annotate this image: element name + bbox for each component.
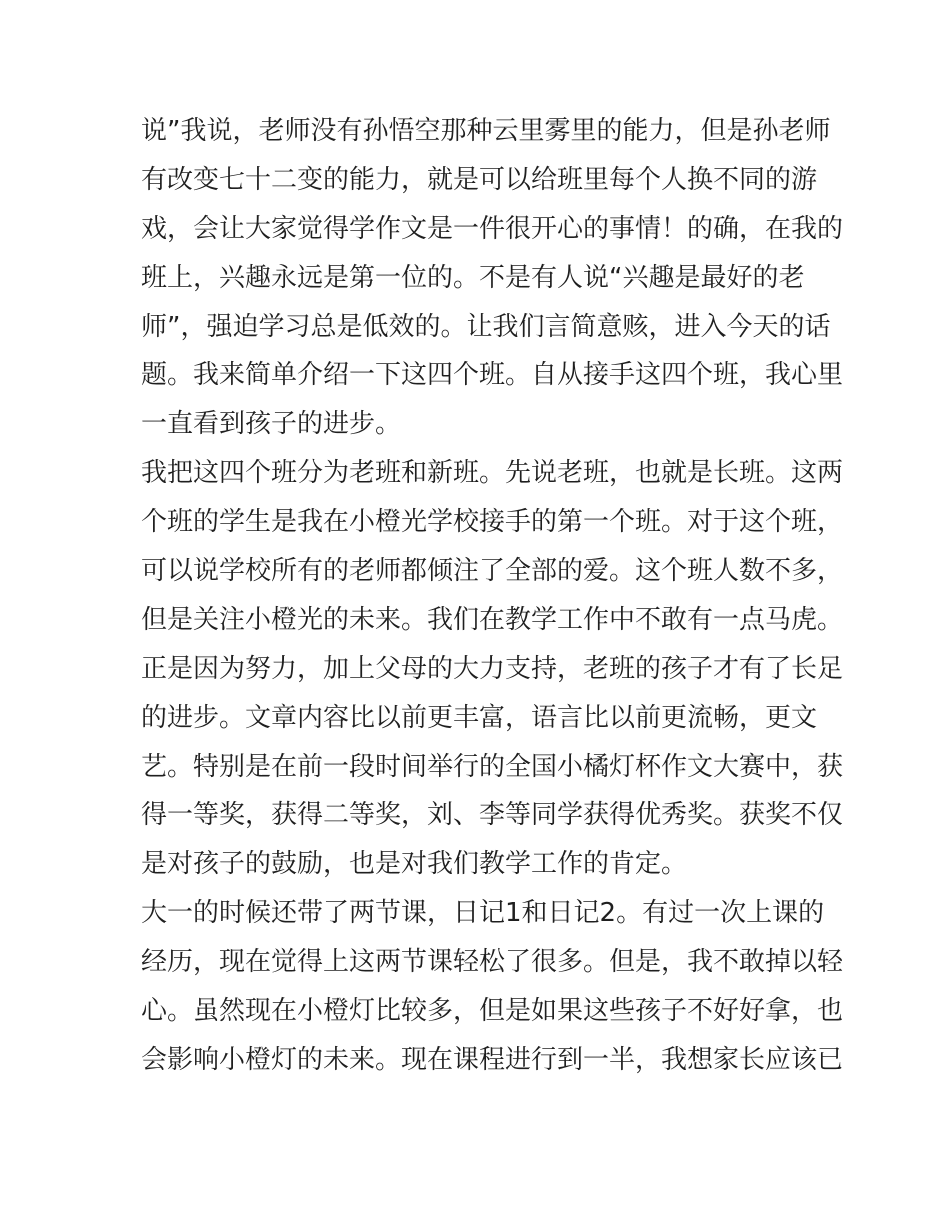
text-line: 得一等奖，获得二等奖，刘、李等同学获得优秀奖。获奖不仅	[141, 800, 844, 831]
text-line: 大一的时候还带了两节课，日记1和日记2。有过一次上课的	[141, 898, 825, 929]
text-line: 是对孩子的鼓励，也是对我们教学工作的肯定。	[141, 849, 688, 880]
text-line: 题。我来简单介绍一下这四个班。自从接手这四个班，我心里	[141, 360, 844, 391]
text-line: 艺。特别是在前一段时间举行的全国小橘灯杯作文大赛中，获	[141, 751, 844, 782]
text-line: 心。虽然现在小橙灯比较多，但是如果这些孩子不好好拿，也	[141, 996, 844, 1027]
text-line: 师”，强迫学习总是低效的。让我们言简意赅，进入今天的话	[141, 311, 831, 342]
text-line: 正是因为努力，加上父母的大力支持，老班的孩子才有了长足	[141, 653, 844, 684]
text-line: 个班的学生是我在小橙光学校接手的第一个班。对于这个班，	[141, 507, 844, 538]
body-text	[141, 107, 844, 1085]
text-line: 说”我说，老师没有孙悟空那种云里雾里的能力，但是孙老师	[141, 116, 831, 146]
text-line: 会影响小橙灯的未来。现在课程进行到一半，我想家长应该已	[141, 1044, 844, 1075]
text-line: 的进步。文章内容比以前更丰富，语言比以前更流畅，更文	[141, 702, 818, 733]
text-line: 经历，现在觉得上这两节课轻松了很多。但是，我不敢掉以轻	[141, 947, 844, 978]
text-line: 但是关注小橙光的未来。我们在教学工作中不敢有一点马虎。	[141, 604, 844, 635]
text-line: 我把这四个班分为老班和新班。先说老班，也就是长班。这两	[141, 458, 844, 489]
text-line: 戏，会让大家觉得学作文是一件很开心的事情！的确，在我的	[141, 213, 844, 244]
text-line: 班上，兴趣永远是第一位的。不是有人说“兴趣是最好的老	[141, 262, 805, 293]
text-line: 可以说学校所有的老师都倾注了全部的爱。这个班人数不多，	[141, 556, 844, 587]
text-line: 一直看到孩子的进步。	[141, 409, 402, 440]
text-line: 有改变七十二变的能力，就是可以给班里每个人换不同的游	[141, 164, 818, 195]
